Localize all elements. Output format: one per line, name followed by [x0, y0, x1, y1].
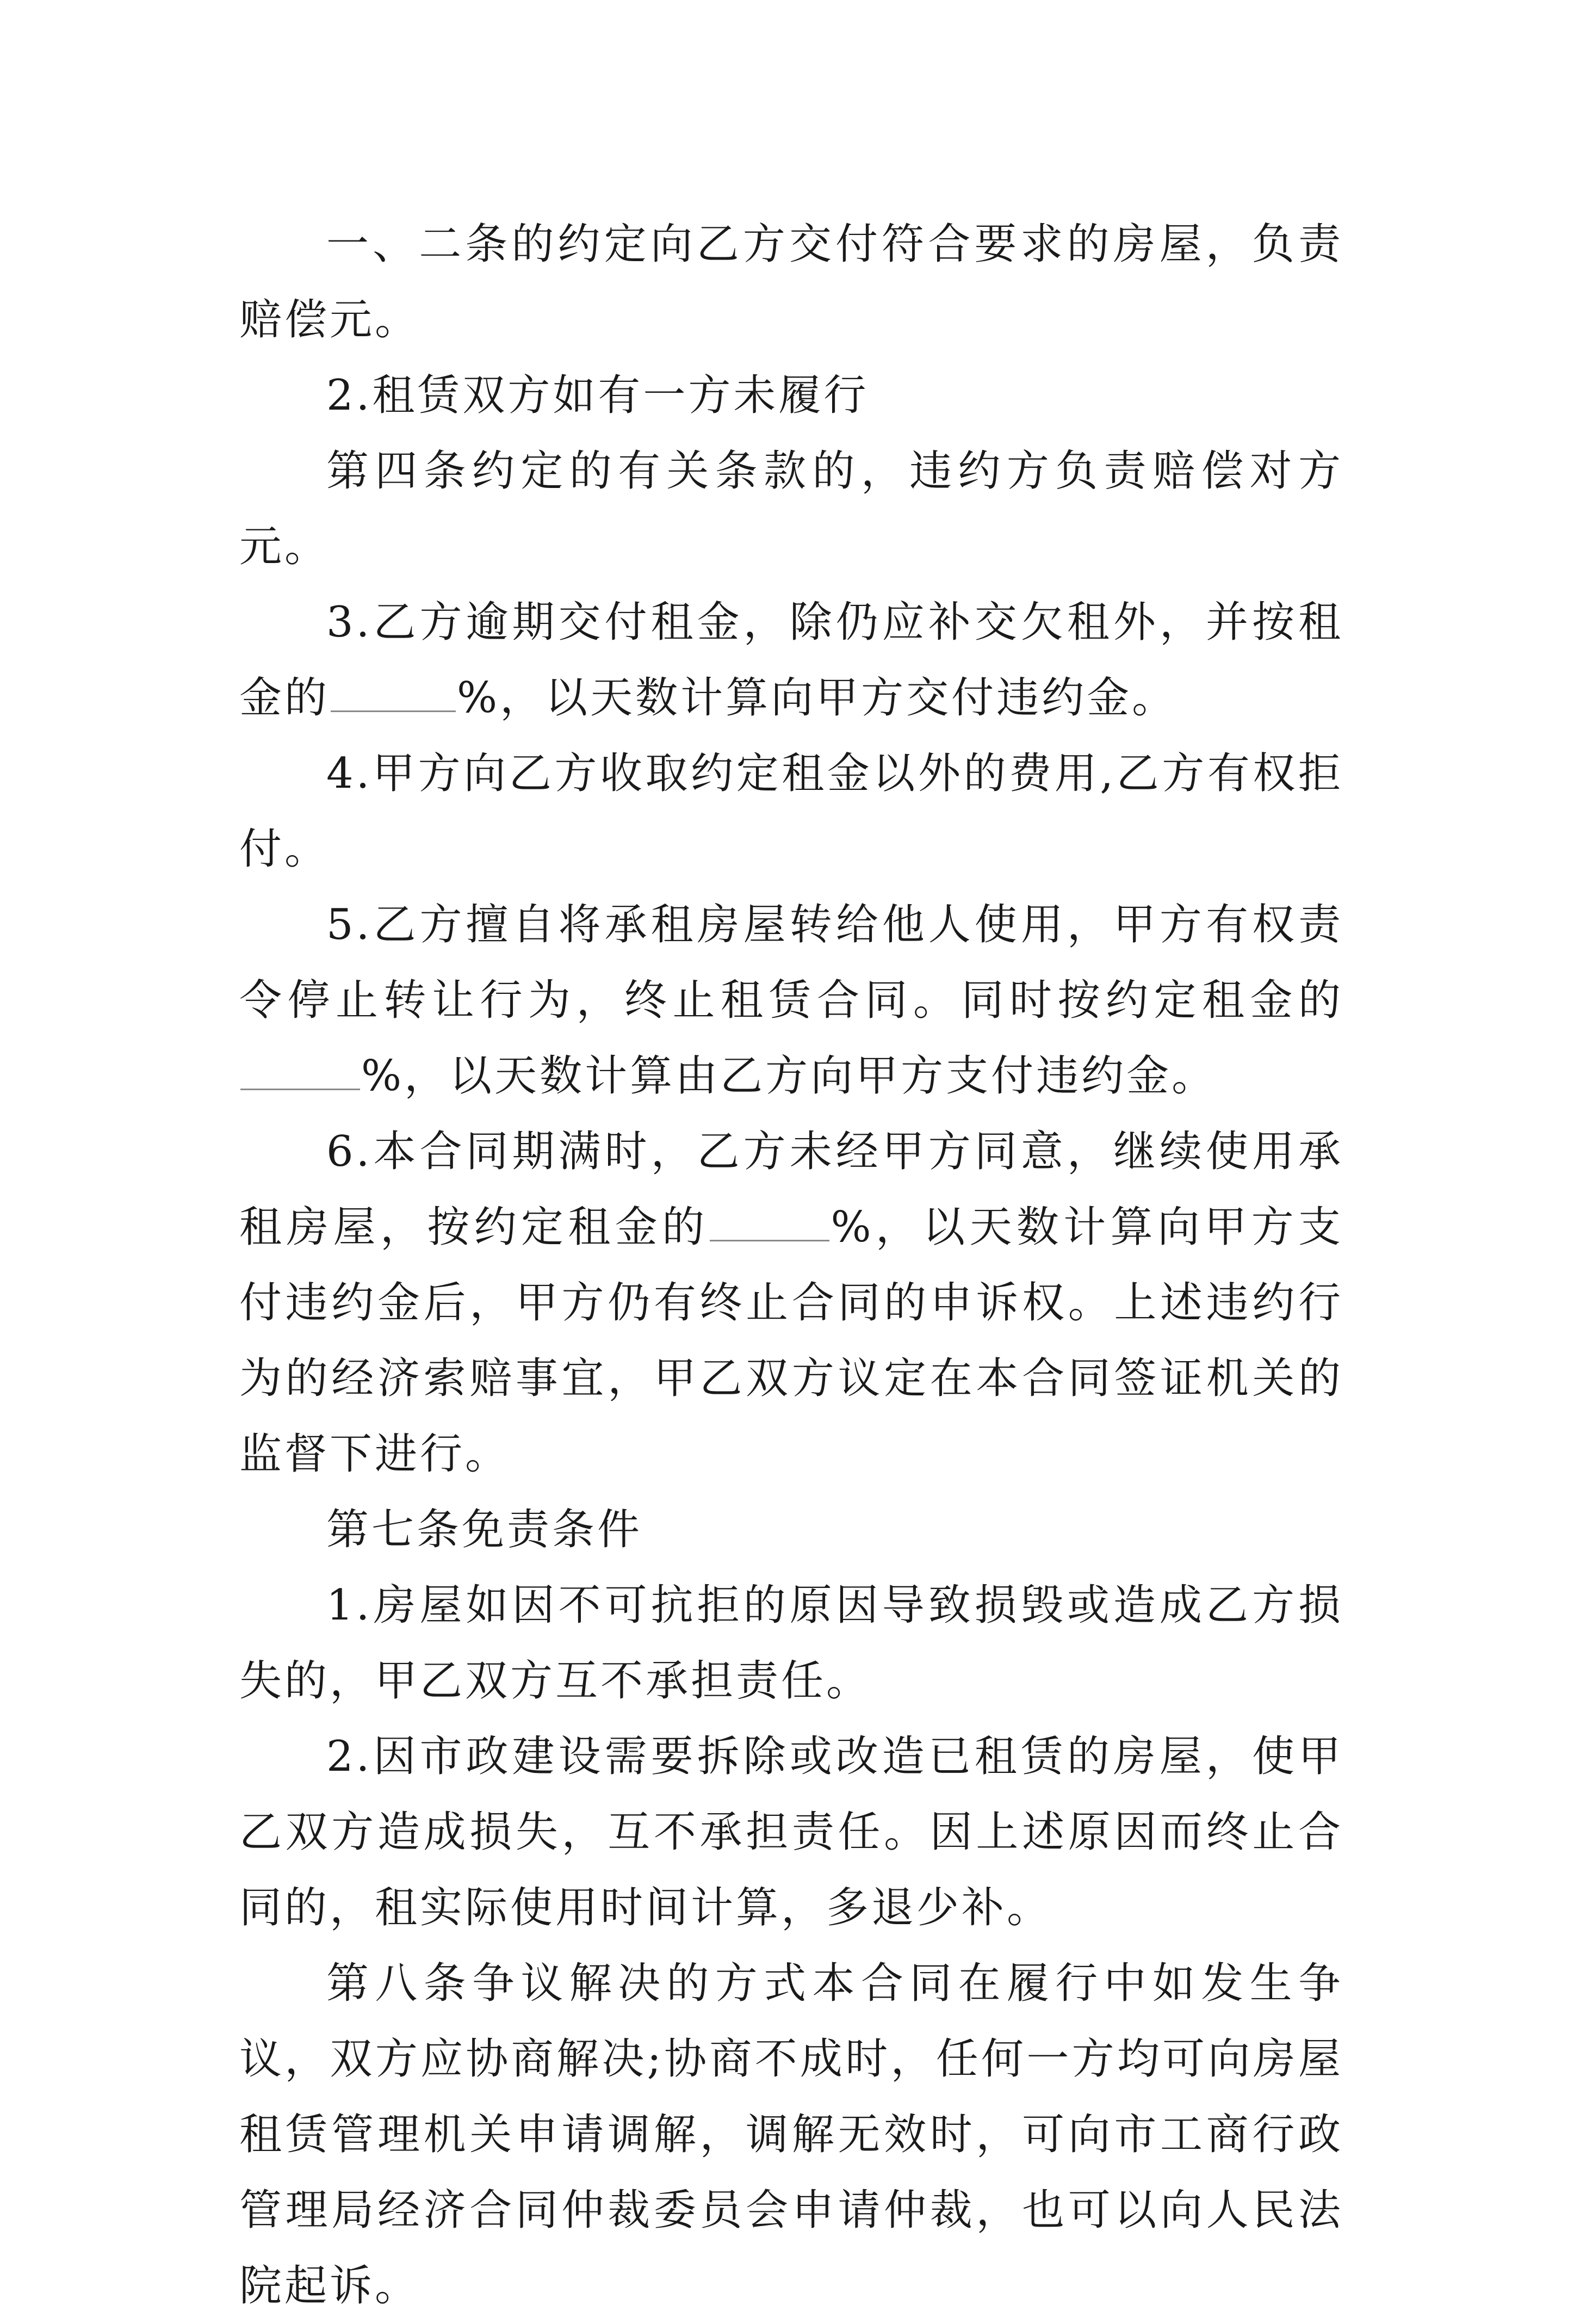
- paragraph-text: 第七条免责条件: [326, 1505, 643, 1554]
- document-body: [239, 207, 1343, 2324]
- paragraph-article-4: [239, 434, 1343, 585]
- paragraph-text: 3.乙方逾期交付租金，除仍应补交欠租外，并按租金的: [239, 598, 1343, 722]
- paragraph-text: 1.房屋如因不可抗拒的原因导致损毁或造成乙方损失的，甲乙双方互不承担责任。: [239, 1581, 1343, 1705]
- paragraph-text: 6.本合同期满时，乙方未经甲方同意，继续使用承租房屋，按约定租金的: [239, 1127, 1343, 1252]
- paragraph-clause-3: [239, 585, 1343, 736]
- paragraph-text: %，以天数计算由乙方向甲方支付违约金。: [361, 1052, 1217, 1101]
- heading-article-7: [239, 1492, 1343, 1568]
- paragraph-exemption-1: [239, 1568, 1343, 1719]
- paragraph-text: %，以天数计算向甲方支付违约金后，甲方仍有终止合同的申诉权。上述违约行为的经济索赔事宜，甲乙双方议定在本合同签证机关的监督下进行。: [239, 1203, 1343, 1479]
- paragraph-clause-5: [239, 887, 1343, 1114]
- paragraph-text: 2.因市政建设需要拆除或改造已租赁的房屋，使甲乙双方造成损失，互不承担责任。因上述原因而终止合同的，租实际使用时间计算，多退少补。: [239, 1732, 1343, 1932]
- paragraph-text: 一、二条的约定向乙方交付符合要求的房屋，负责赔偿元。: [239, 220, 1343, 344]
- fill-in-blank: [331, 672, 456, 712]
- fill-in-blank: [240, 1050, 360, 1090]
- paragraph-article-8: [239, 1946, 1343, 2324]
- paragraph-text: 4.甲方向乙方收取约定租金以外的费用,乙方有权拒付。: [239, 749, 1343, 874]
- paragraph-text: 第四条约定的有关条款的，违约方负责赔偿对方元。: [239, 447, 1343, 571]
- paragraph-clause-6: [239, 1114, 1343, 1492]
- paragraph-text: %，以天数计算向甲方交付违约金。: [457, 673, 1178, 722]
- paragraph-clause-4: [239, 736, 1343, 887]
- paragraph-text: 2.租赁双方如有一方未履行: [326, 371, 869, 420]
- paragraph-clause-2: [239, 358, 1343, 434]
- paragraph-text: 第八条争议解决的方式本合同在履行中如发生争议，双方应协商解决;协商不成时，任何一方均可向房屋租赁管理机关申请调解，调解无效时，可向市工商行政管理局经济合同仲裁委员会申请仲裁，也可以向人民法院起诉。: [239, 1959, 1343, 2310]
- fill-in-blank: [710, 1202, 829, 1241]
- paragraph-compensation: [239, 207, 1343, 358]
- paragraph-text: 5.乙方擅自将承租房屋转给他人使用，甲方有权责令停止转让行为，终止租赁合同。同时按约定租金的: [239, 900, 1343, 1025]
- paragraph-exemption-2: [239, 1719, 1343, 1946]
